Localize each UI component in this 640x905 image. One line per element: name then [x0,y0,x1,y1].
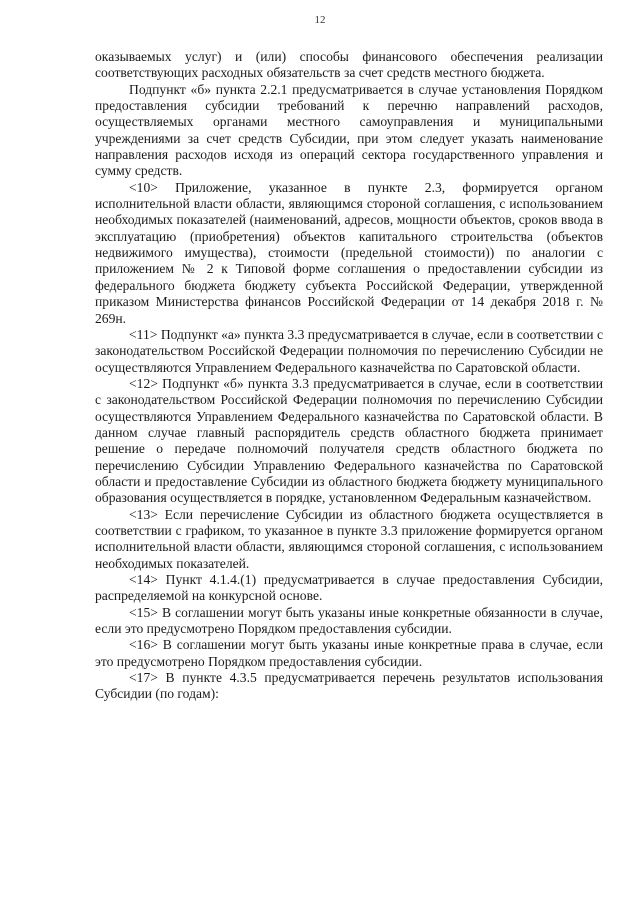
paragraph-continuation: оказываемых услуг) и (или) способы финансового обеспечения реализации соответствующих расходных обязательств за счет средств местного бюджета. [95,49,603,81]
footnote-13: <13> Если перечисление Субсидии из областного бюджета осуществляется в соответствии с графиком, то указанное в пункте 3.3 приложение формируется органом исполнительной власти области, являющимся стороной соглашения, с использованием необходимых показателей. [95,506,603,571]
footnote-14: <14> Пункт 4.1.4.(1) предусматривается в случае предоставления Субсидии, распределяемой на конкурсной основе. [95,572,603,604]
footnote-16: <16> В соглашении могут быть указаны иные конкретные права в случае, если это предусмотрено Порядком предоставления субсидии. [95,637,603,669]
footnote-12: <12> Подпункт «б» пункта 3.3 предусматривается в случае, если в соответствии с законодательством Российской Федерации полномочия по перечислению Субсидии осуществляются Управлением Федерального казначейства по Саратовской области. В данном случае главный распорядитель средств областного бюджета принимает решение о передаче полномочий получателя средств областного бюджета по перечислению Субсидии Управлению Федерального казначейства по Саратовской области и предоставление Субсидии из областного бюджета бюджету муниципального образования осуществляется в порядке, установленном Федеральным казначейством. [95,375,603,506]
paragraph-subitem-b-2-2-1: Подпункт «б» пункта 2.2.1 предусматривается в случае установления Порядком предоставления субсидии требований к перечню направлений расходов, осуществляемых органами местного самоуправления и муниципальными учреждениями за счет средств Субсидии, при этом следует указать наименование направления расходов исходя из операций сектора государственного управления и сумму средств. [95,81,603,179]
footnote-17: <17> В пункте 4.3.5 предусматривается перечень результатов использования Субсидии (по годам): [95,670,603,702]
footnote-11: <11> Подпункт «а» пункта 3.3 предусматривается в случае, если в соответствии с законодательством Российской Федерации полномочия по перечислению Субсидии не осуществляются Управлением Федерального казначейства по Саратовской области. [95,326,603,375]
footnote-15: <15> В соглашении могут быть указаны иные конкретные обязанности в случае, если это предусмотрено Порядком предоставления субсидии. [95,604,603,637]
document-body [95,49,603,703]
footnote-10: <10> Приложение, указанное в пункте 2.3, формируется органом исполнительной власти области, являющимся стороной соглашения, с использованием необходимых показателей (наименований, адресов, мощности объектов, сроков ввода в эксплуатацию (приобретения) объектов капитального строительства (объектов недвижимого имущества), стоимости (предельной стоимости)) по аналогии с приложением № 2 к Типовой форме соглашения о предоставлении субсидии из федерального бюджета бюджету субъекта Российской Федерации, утвержденной приказом Министерства финансов Российской Федерации от 14 декабря 2018 г. № 269н. [95,179,603,326]
page-number: 12 [314,14,326,26]
